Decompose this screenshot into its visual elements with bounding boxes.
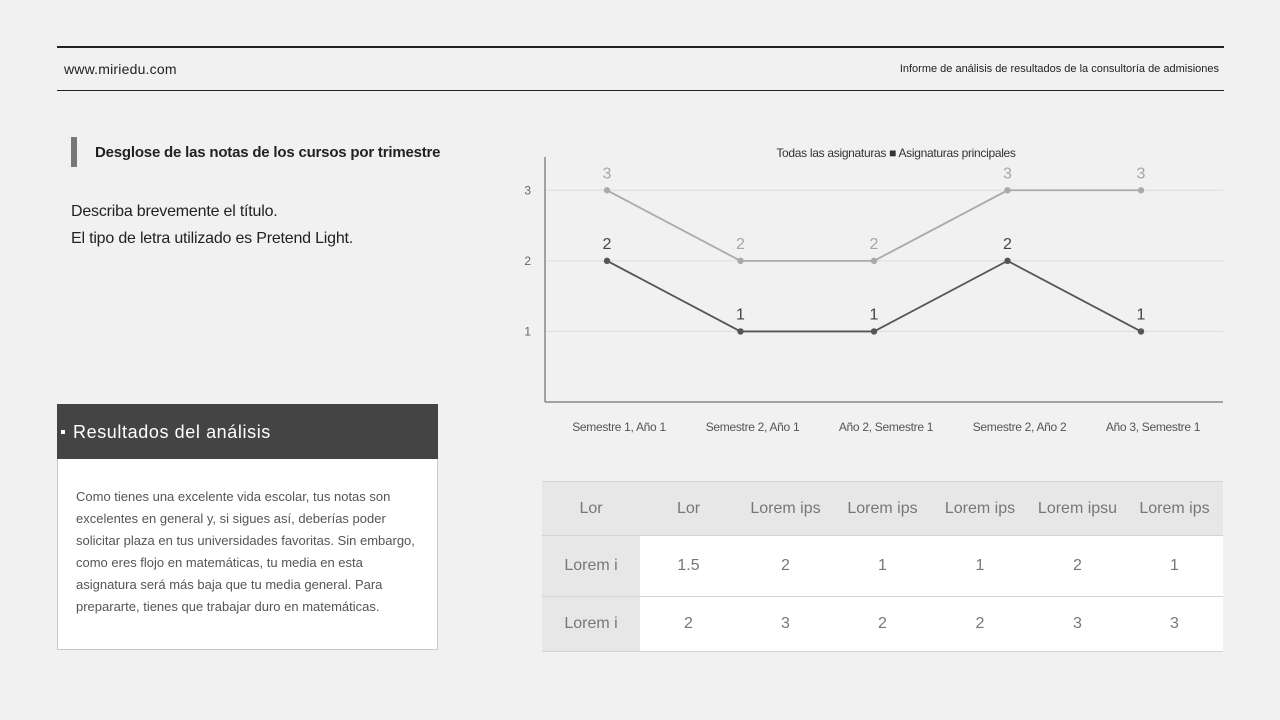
section-accent-bar (71, 137, 77, 167)
report-title: Informe de análisis de resultados de la consultoría de admisiones (899, 63, 1219, 75)
table-cell: 2 (1029, 536, 1126, 597)
table-row (542, 536, 1223, 597)
table-row-header: Lorem i (542, 597, 640, 652)
x-tick-label: Semestre 1, Año 1 (572, 420, 666, 434)
data-point (604, 187, 610, 193)
table-cell: 2 (640, 597, 737, 652)
x-tick-label: Año 2, Semestre 1 (838, 420, 934, 434)
data-table (542, 481, 1223, 652)
data-label: 1 (869, 306, 879, 324)
data-label: 3 (1136, 165, 1146, 183)
data-label: 2 (869, 235, 879, 253)
data-label: 3 (1003, 165, 1012, 183)
data-point (604, 258, 610, 264)
table-cell: 1 (931, 536, 1029, 597)
data-point (1138, 328, 1144, 334)
data-label: 1 (736, 306, 745, 324)
data-point (1004, 187, 1010, 193)
table-cell: 3 (1029, 597, 1126, 652)
table-cell: 3 (737, 597, 834, 652)
table-cell: 1 (834, 536, 931, 597)
table-cell: 1.5 (640, 536, 737, 597)
data-point (737, 328, 743, 334)
data-label: 2 (736, 235, 745, 253)
data-point (871, 328, 877, 334)
table-header: Lorem ips (847, 499, 918, 517)
header-top-rule (57, 46, 1224, 48)
table-cell: 2 (737, 536, 834, 597)
chart-legend: Todas las asignaturas ■ Asignaturas principales (776, 146, 1016, 160)
table-header-row (542, 482, 1223, 536)
line-chart (510, 140, 1230, 445)
results-title: Resultados del análisis (73, 422, 271, 442)
data-label: 2 (602, 235, 612, 253)
data-point (737, 258, 743, 264)
description-line: Describa brevemente el título. (71, 203, 278, 220)
y-tick-label: 2 (524, 253, 531, 268)
table-cell: 1 (1126, 536, 1223, 597)
data-label: 1 (1136, 306, 1146, 324)
data-label: 3 (602, 165, 612, 183)
description-line: El tipo de letra utilizado es Pretend Light. (71, 230, 354, 247)
data-point (1138, 187, 1144, 193)
table-header: Lor (676, 499, 701, 517)
x-tick-label: Año 3, Semestre 1 (1105, 420, 1201, 434)
x-tick-label: Semestre 2, Año 2 (972, 420, 1067, 434)
y-tick-label: 1 (524, 324, 531, 339)
results-text: Como tienes una excelente vida escolar, tus notas son excelentes en general y, si sigues así, deberías poder solicitar plaza en tus universidades favoritas. Sin embargo, como eres flojo en matemáticas, tu media en esta asignatura será más baja que tu media general. Para prepararte, tienes que trabajar duro en matemáticas. (76, 489, 415, 614)
section-description (71, 198, 353, 252)
site-url[interactable]: www.miriedu.com (64, 61, 177, 77)
table-header: Lorem ips (1139, 499, 1210, 517)
table-header: Lor (579, 499, 603, 517)
table-cell: 2 (834, 597, 931, 652)
results-bullet (61, 430, 65, 434)
table-row-header: Lorem i (542, 536, 640, 597)
table-cell: 2 (931, 597, 1029, 652)
table-header: Lorem ipsu (1037, 499, 1118, 517)
table-header: Lorem ips (944, 499, 1016, 517)
table-header: Lorem ips (750, 499, 821, 517)
table-row (542, 597, 1223, 652)
table-cell: 3 (1126, 597, 1223, 652)
data-label: 2 (1003, 235, 1012, 253)
data-point (1004, 258, 1010, 264)
y-tick-label: 3 (524, 183, 531, 198)
x-tick-label: Semestre 2, Año 1 (705, 420, 800, 434)
section-title: Desglose de las notas de los cursos por trimestre (95, 144, 441, 161)
header-bottom-rule (57, 90, 1224, 91)
data-point (871, 258, 877, 264)
